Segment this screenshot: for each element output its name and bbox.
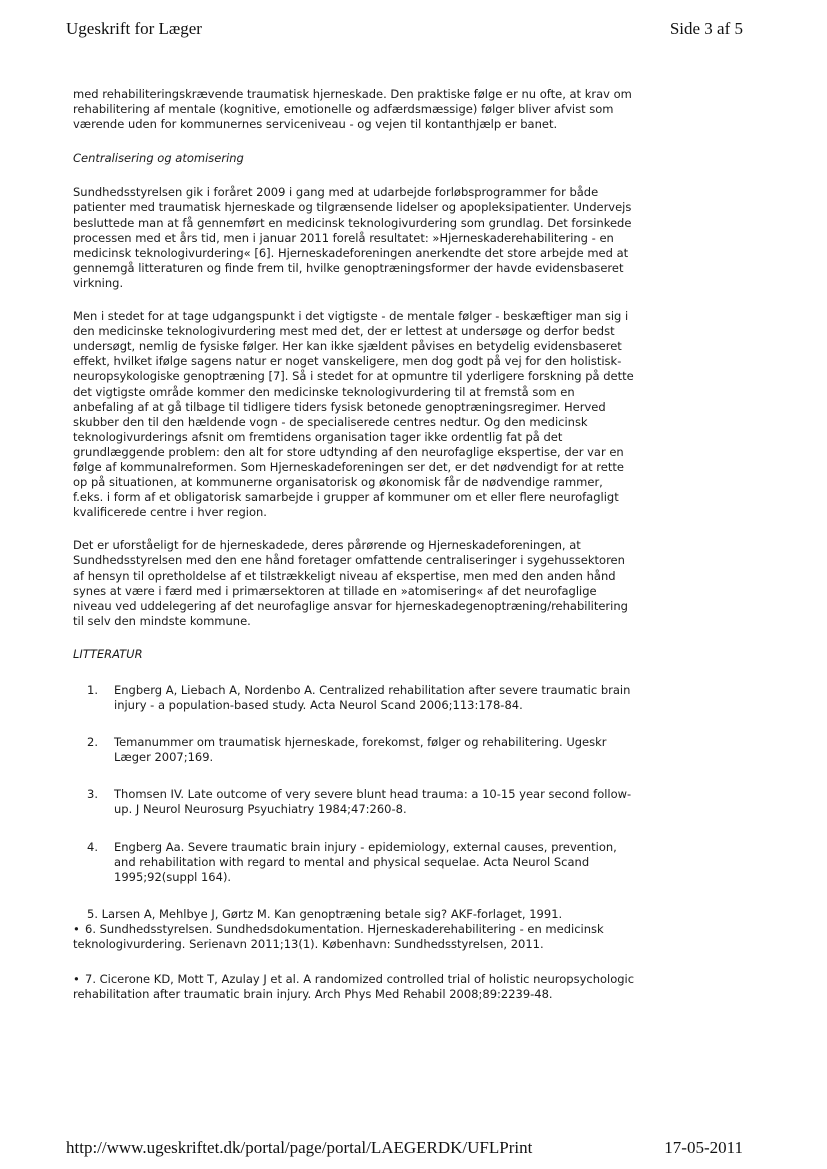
print-date: 17-05-2011 bbox=[664, 1138, 743, 1157]
intro-paragraph: med rehabiliteringskrævende traumatisk hjerneskade. Den praktiske følge er nu ofte, at krav om rehabilitering af mentale (kognitive, emotionelle og adfærdsmæssige) følger bliver afvist som værende uden for kommunernes serviceniveau - og vejen til kontanthjælp er banet. bbox=[73, 87, 632, 132]
reference-number: 2. bbox=[87, 735, 98, 750]
reference-number: 3. bbox=[87, 787, 98, 802]
page-url[interactable]: http://www.ugeskriftet.dk/portal/page/portal/LAEGERDK/UFLPrint bbox=[66, 1138, 533, 1157]
reference-item bbox=[73, 683, 635, 713]
journal-title: Ugeskrift for Læger bbox=[66, 19, 202, 38]
reference-item-7 bbox=[73, 972, 635, 1002]
paragraph: Men i stedet for at tage udgangspunkt i det vigtigste - de mentale følger - beskæftiger man sig i den medicinske teknologivurdering mest med det, der er lettest at undersøge og derfor bedst undersøgt, nemlig de fysiske følger. Her kan ikke sjældent påvises en betydelig evidensbaseret effekt, hvilket ifølge sagens natur er noget vanskeligere, men dog godt på vej for den holistisk-neuropsykologiske genoptræning [7]. Så i stedet for at opmuntre til yderligere forskning på dette det vigtigste område kommer den medicinske teknologivurdering til at fremstå som en anbefaling af at gå tilbage til tidligere tiders fysisk betonede genoptræningsregimer. Herved skubber den til den hældende vogn - de specialiserede centres nedtur. Og den medicinsk teknologivurderings afsnit om fremtidens organisation tager ikke ordentlig fat på det grundlæggende problem: den alt for store udtynding af den neurofaglige ekspertise, der var en følge af kommunalreformen. Som Hjerneskadeforeningen ser det, er det nødvendigt for at rette op på situationen, at kommunerne organisatorisk og økonomisk får de nødvendige rammer, f.eks. i form af et obligatorisk samarbejde i grupper af kommuner om et eller flere neurofagligt kvalificerede centre i hver region. bbox=[73, 309, 634, 520]
article-body bbox=[73, 87, 635, 1002]
section-heading: Centralisering og atomisering bbox=[73, 151, 244, 166]
reference-item bbox=[73, 787, 635, 817]
reference-text: Engberg Aa. Severe traumatic brain injury - epidemiology, external causes, prevention, and rehabilitation with regard to mental and physical sequelae. Acta Neurol Scand 1995;92(suppl 164). bbox=[114, 839, 617, 884]
reference-number: 4. bbox=[87, 839, 98, 854]
reference-number: 1. bbox=[87, 683, 98, 697]
page-indicator: Side 3 af 5 bbox=[669, 19, 743, 38]
reference-text: Engberg A, Liebach A, Nordenbo A. Centralized rehabilitation after severe traumatic brain injury - a population-based study. Acta Neurol Scand 2006;113:178-84. bbox=[114, 683, 631, 713]
reference-text: 7. Cicerone KD, Mott T, Azulay J et al. A randomized controlled trial of holistic neuropsychologic rehabilitation after traumatic brain injury. Arch Phys Med Rehabil 2008;89:2239-48. bbox=[73, 972, 635, 1002]
reference-text: 6. Sundhedsstyrelsen. Sundhedsdokumentation. Hjerneskaderehabilitering - en medicinsk teknologivurdering. Serienavn 2011;13(1). København: Sundhedsstyrelsen, 2011. bbox=[73, 921, 604, 952]
reference-text: Temanummer om traumatisk hjerneskade, forekomst, følger og rehabilitering. Ugeskr Læger 2007;169. bbox=[114, 735, 607, 765]
reference-text: Thomsen IV. Late outcome of very severe blunt head trauma: a 10-15 year second follow-up. J Neurol Neurosurg Psyuchiatry 1984;47:260-8. bbox=[114, 787, 632, 817]
paragraph: Det er uforståeligt for de hjerneskadede, deres pårørende og Hjerneskadeforeningen, at Sundhedsstyrelsen med den ene hånd foretager omfattende centraliseringer i sygehussektoren af hensyn til opretholdelse af et tilstrækkeligt niveau af ekspertise, men med den anden hånd synes at være i færd med i primærsektoren at tillade en »atomisering« af det neurofaglige niveau ved uddelegering af det neurofaglige ansvar for hjerneskadegenoptræning/rehabilitering til selv den mindste kommune. bbox=[73, 538, 628, 628]
reference-item-5: 5. Larsen A, Mehlbye J, Gørtz M. Kan genoptræning betale sig? AKF-forlaget, 1991. bbox=[87, 906, 563, 921]
references-list bbox=[73, 683, 635, 885]
bullet-icon: • bbox=[73, 921, 80, 936]
reference-item bbox=[73, 840, 635, 885]
paragraph: Sundhedsstyrelsen gik i foråret 2009 i gang med at udarbejde forløbsprogrammer for både patienter med traumatisk hjerneskade og tilgrænsende lidelser og apopleksipatienter. Undervejs besluttede man at få gennemført en medicinsk teknologivurdering som grundlag. Det forsinkede processen med et års tid, men i januar 2011 forelå resultatet: »Hjerneskaderehabilitering - en medicinsk teknologivurdering« [6]. Hjerneskadeforeningen anerkendte det store arbejde med at gennemgå litteraturen og finde frem til, hvilke genoptræningsformer der havde evidensbaseret virkning. bbox=[73, 185, 632, 290]
reference-item-6 bbox=[73, 922, 635, 952]
reference-item bbox=[73, 735, 635, 765]
bullet-icon: • bbox=[73, 972, 80, 987]
references-heading: LITTERATUR bbox=[73, 646, 143, 661]
